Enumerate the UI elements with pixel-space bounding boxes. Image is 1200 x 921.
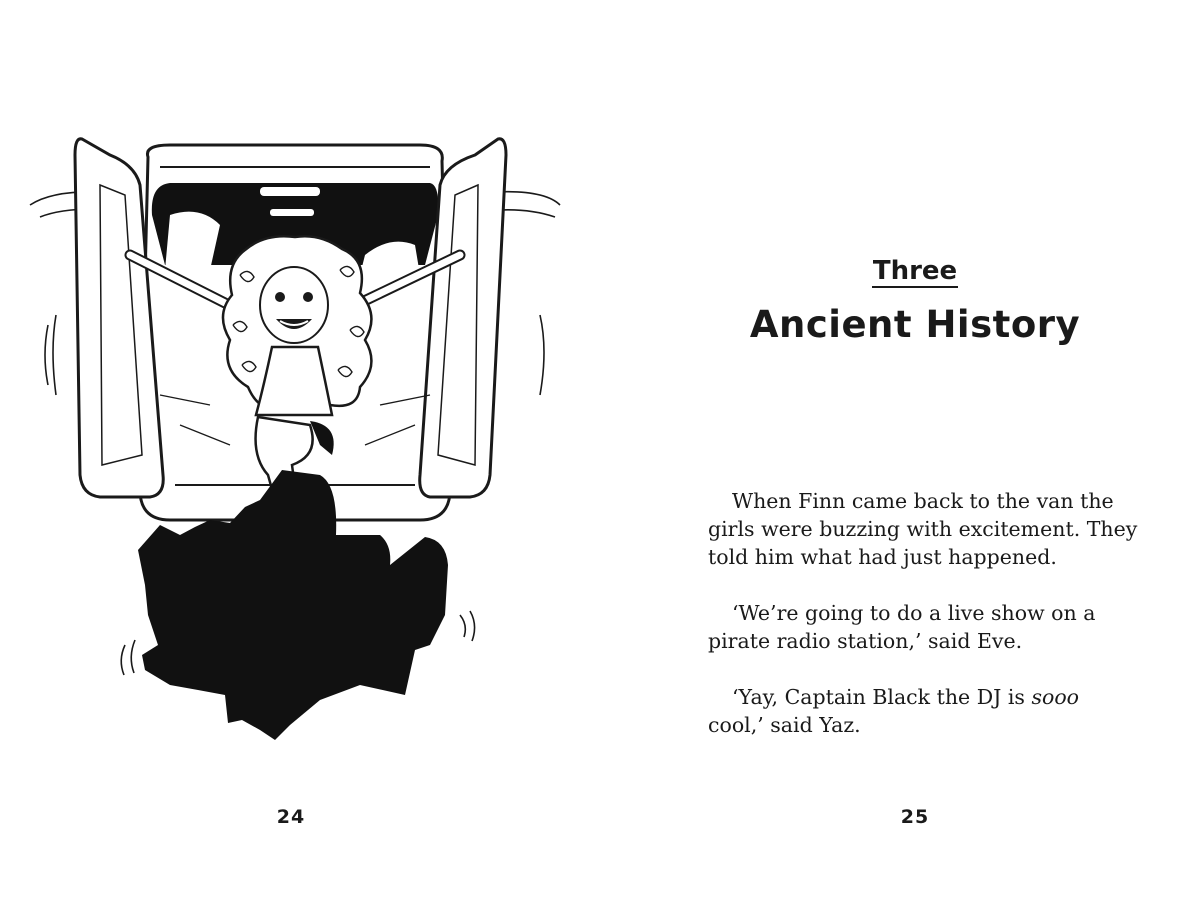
chapter-title: Ancient History	[749, 303, 1081, 346]
paragraph: ‘We’re going to do a live show on a pirate radio station,’ said Eve.	[708, 601, 1096, 653]
girl-jumping-from-van-illustration	[20, 125, 570, 755]
body-text	[708, 487, 1138, 767]
paragraph	[708, 683, 1138, 739]
chapter-number-label: Three	[872, 256, 958, 286]
emphasized-word: sooo	[1031, 685, 1079, 709]
paragraph: When Finn came back to the van the girls were buzzing with excitement. They told him what had just happened.	[708, 489, 1138, 569]
paragraph-text: ‘Yay, Captain Black the DJ is	[732, 685, 1032, 709]
page-number: 25	[900, 806, 930, 828]
page-number: 24	[276, 806, 306, 828]
paragraph-text: cool,’ said Yaz.	[708, 713, 861, 737]
chapter-number	[600, 256, 1200, 288]
right-page	[600, 0, 1200, 921]
